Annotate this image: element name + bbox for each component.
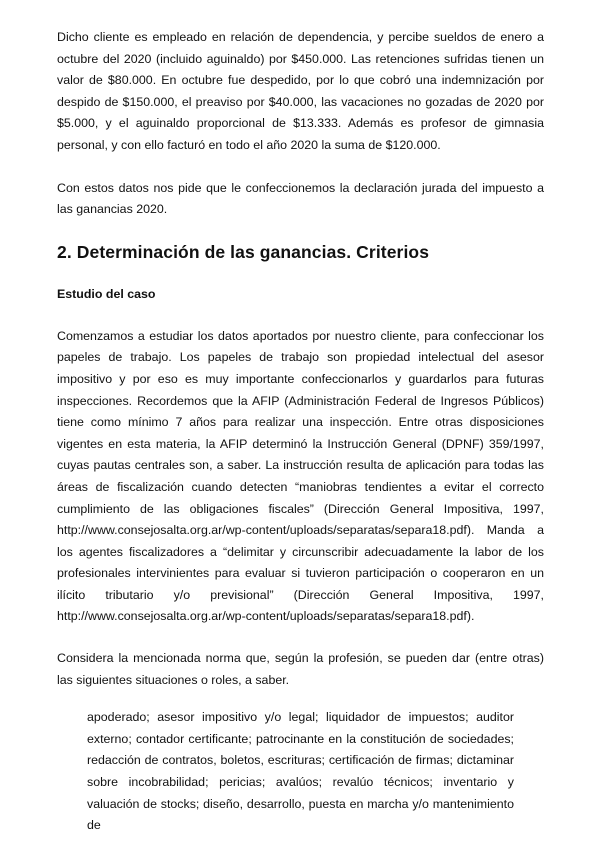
- subsection-heading: Estudio del caso: [57, 286, 156, 301]
- document-page: [57, 27, 544, 837]
- paragraph-case-study: Comenzamos a estudiar los datos aportados por nuestro cliente, para confeccionar los papeles de trabajo. Los papeles de trabajo son propiedad intelectual del asesor impositivo y por eso es muy importante confeccionarlos y guardarlos para futuras inspecciones. Recordemos que la AFIP (Administración Federal de Ingresos Públicos) tiene como mínimo 7 años para realizar una inspección. Entre otras disposiciones vigentes en esta materia, la AFIP determinó la Instrucción General (DPNF) 359/1997, cuyas pautas centrales son, a saber. La instrucción resulta de aplicación para todas las áreas de fiscalización cuando detecten “maniobras tendientes a evitar el correcto cumplimiento de las obligaciones fiscales” (Dirección General Impositiva, 1997, http://www.consejosalta.org.ar/wp-content/uploads/separatas/separa18.pdf). Manda a los agentes fiscalizadores a “delimitar y circunscribir adecuadamente la labor de los profesionales intervinientes para evaluar si tuvieron participación o cooperaron en un ilícito tributario y/o previsional” (Dirección General Impositiva, 1997, http://www.consejosalta.org.ar/wp-content/uploads/separatas/separa18.pdf).: [57, 328, 544, 624]
- paragraph-client-income: Dicho cliente es empleado en relación de dependencia, y percibe sueldos de enero a octubre del 2020 (incluido aguinaldo) por $450.000. Las retenciones sufridas tienen un valor de $80.000. En octubre fue despedido, por lo que cobró una indemnización por despido de $150.000, el preaviso por $40.000, las vacaciones no gozadas de 2020 por $5.000, y el aguinaldo proporcional de $13.333. Además es profesor de gimnasia personal, y con ello facturó en todo el año 2020 la suma de $120.000.: [57, 30, 544, 152]
- paragraph-request: Con estos datos nos pide que le confeccionemos la declaración jurada del impuesto a las ganancias 2020.: [57, 180, 544, 217]
- paragraph-roles-intro: Considera la mencionada norma que, según la profesión, se pueden dar (entre otras) las siguientes situaciones o roles, a saber.: [57, 651, 544, 687]
- section-heading: 2. Determinación de las ganancias. Criterios: [57, 241, 430, 262]
- block-quote-roles: apoderado; asesor impositivo y/o legal; liquidador de impuestos; auditor externo; contador certificante; patrocinante en la constitución de sociedades; redacción de contratos, boletos, escrituras; certificación de firmas; dictaminar sobre incobrabilidad; pericias; avalúos; revalúo técnicos; inventario y valuación de stocks; diseño, desarrollo, puesta en marcha y/o mantenimiento de: [87, 710, 514, 833]
